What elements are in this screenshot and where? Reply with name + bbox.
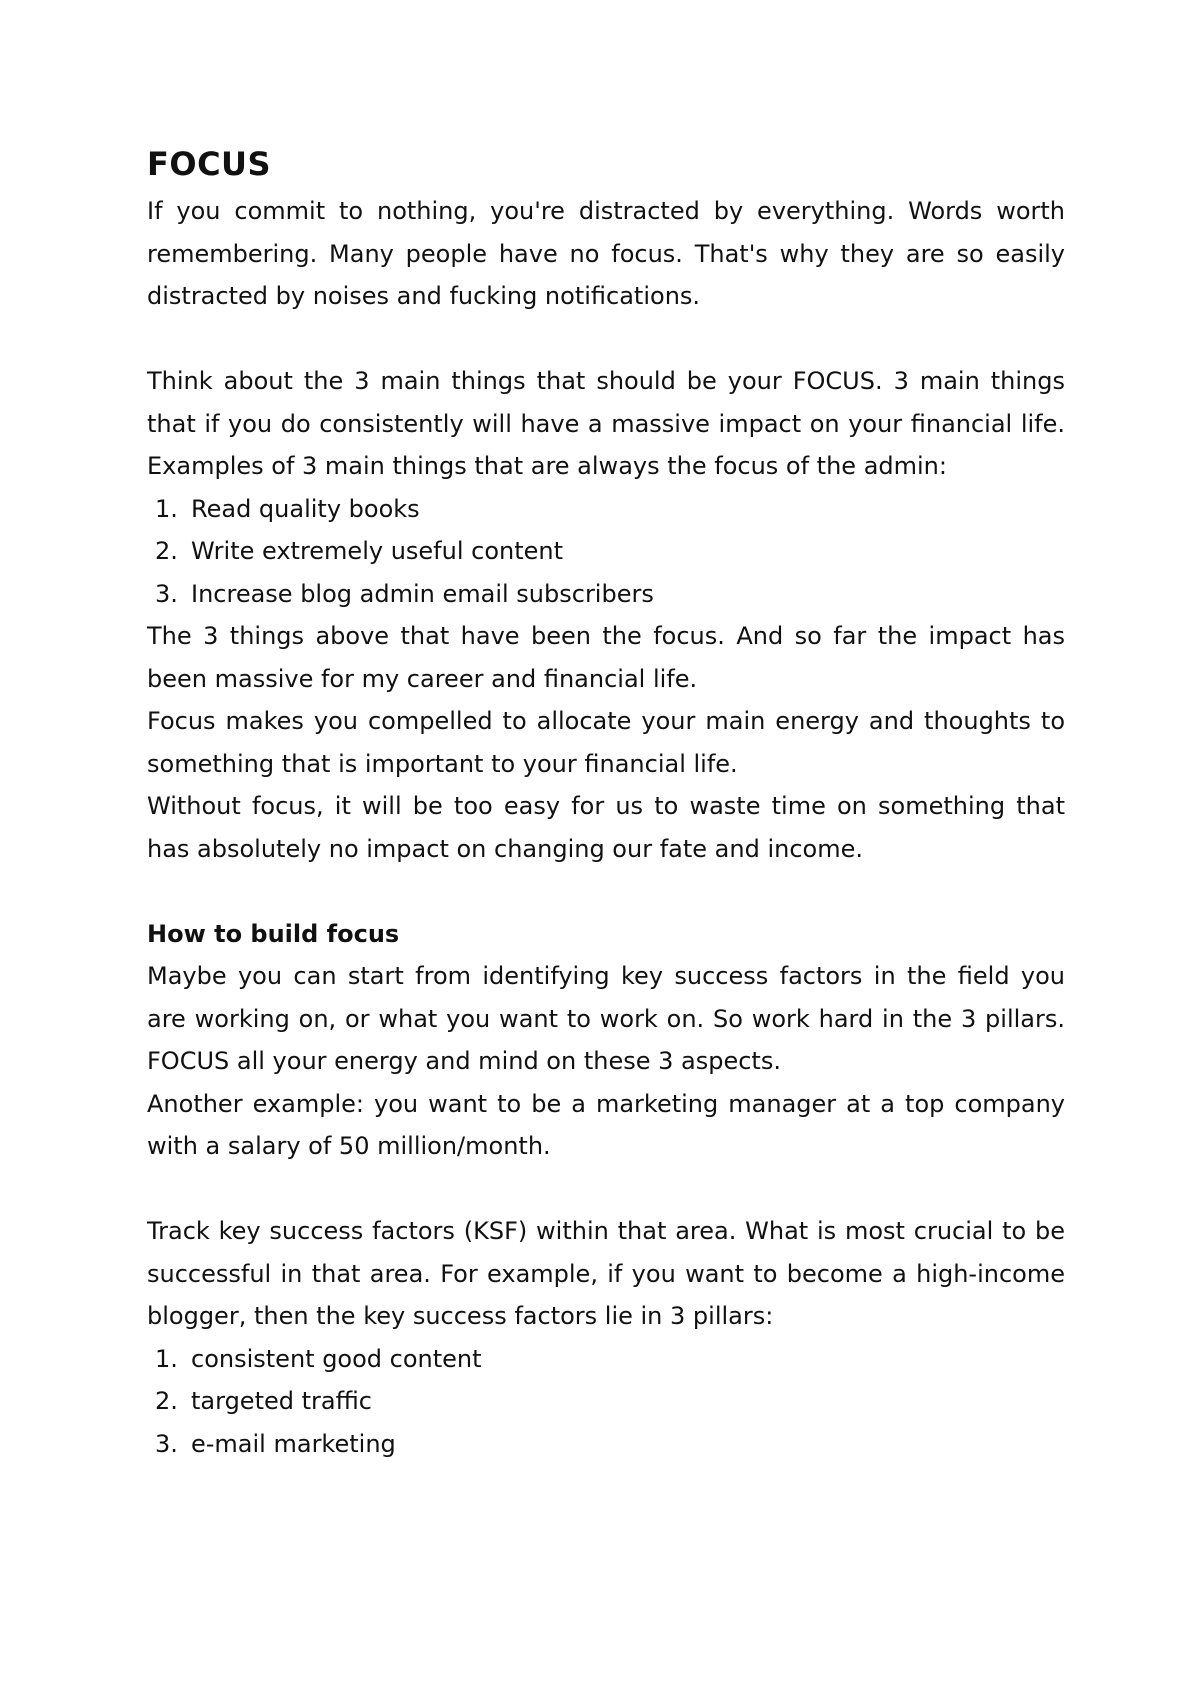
list-item	[147, 1338, 1065, 1381]
list-item-text: e-mail marketing	[191, 1429, 396, 1458]
paragraph-spacer	[147, 1168, 1065, 1211]
list-item-number: 3.	[155, 1429, 178, 1458]
focus-energy-paragraph: Focus makes you compelled to allocate your main energy and thoughts to something that is important to your financial life.	[147, 707, 1065, 778]
list-item-number: 2.	[155, 1387, 178, 1415]
list-item	[147, 488, 1065, 531]
document-page	[147, 140, 1065, 1465]
focus-impact-paragraph: The 3 things above that have been the focus. And so far the impact has been massive for my career and financial life.	[147, 622, 1065, 693]
ksf-list	[147, 1338, 1065, 1466]
intro-paragraph: If you commit to nothing, you're distracted by everything. Words worth remembering. Many people have no focus. That's why they are so easily distracted by noises and fucking notifications.	[147, 197, 1065, 310]
list-item-text: targeted traffic	[191, 1387, 372, 1415]
page-title: FOCUS	[147, 145, 272, 183]
build-focus-paragraph: Maybe you can start from identifying key success factors in the field you are working on, or what you want to work on. So work hard in the 3 pillars. FOCUS all your energy and mind on these 3 aspects.	[147, 962, 1065, 1075]
list-item-text: Write extremely useful content	[191, 537, 564, 565]
section-heading: How to build focus	[147, 919, 400, 948]
list-item	[147, 1423, 1065, 1466]
list-item-number: 1.	[155, 494, 178, 523]
list-item-number: 2.	[155, 537, 178, 565]
list-item	[147, 530, 1065, 573]
list-item	[147, 573, 1065, 616]
list-item-number: 1.	[155, 1344, 178, 1373]
list-item-text: Read quality books	[191, 494, 420, 523]
example-paragraph: Another example: you want to be a marketing manager at a top company with a salary of 50 million/month.	[147, 1089, 1065, 1160]
main-things-paragraph: Think about the 3 main things that should be your FOCUS. 3 main things that if you do consistently will have a massive impact on your financial life. Examples of 3 main things that are always the focus of the admin:	[147, 367, 1065, 480]
list-item-text: Increase blog admin email subscribers	[191, 579, 654, 608]
list-item	[147, 1380, 1065, 1423]
paragraph-spacer	[147, 318, 1065, 361]
list-item-text: consistent good content	[191, 1344, 482, 1373]
main-things-list	[147, 488, 1065, 616]
without-focus-paragraph: Without focus, it will be too easy for us to waste time on something that has absolutely no impact on changing our fate and income.	[147, 792, 1065, 863]
list-item-number: 3.	[155, 579, 178, 608]
ksf-paragraph: Track key success factors (KSF) within that area. What is most crucial to be successful in that area. For example, if you want to become a high-income blogger, then the key success factors lie in 3 pillars:	[147, 1217, 1065, 1330]
paragraph-spacer	[147, 870, 1065, 913]
